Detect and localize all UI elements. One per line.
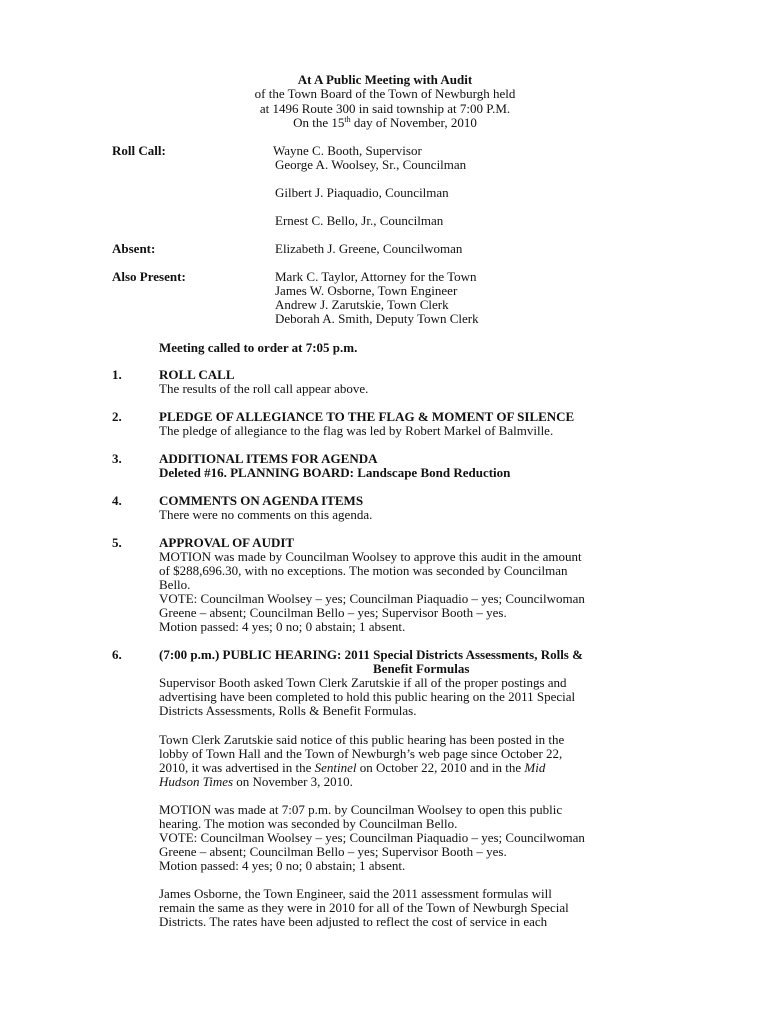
item-text: Supervisor Booth asked Town Clerk Zarutskie if all of the proper postings and [159,675,567,690]
item-text: Districts. The rates have been adjusted to reflect the cost of service in each [159,914,548,929]
item-heading: ADDITIONAL ITEMS FOR AGENDA [159,451,378,466]
item-text: There were no comments on this agenda. [159,507,373,522]
item-number: 1. [112,367,122,382]
item-heading: ROLL CALL [159,367,235,382]
item-text: of $288,696.30, with no exceptions. The motion was seconded by Councilman [159,563,568,578]
item-text: VOTE: Councilman Woolsey – yes; Councilman Piaquadio – yes; Councilwoman [159,591,585,606]
item-number: 4. [112,493,122,508]
also-present-member: Mark C. Taylor, Attorney for the Town [275,269,477,284]
also-present-member: Deborah A. Smith, Deputy Town Clerk [275,311,479,326]
item-text: VOTE: Councilman Woolsey – yes; Councilman Piaquadio – yes; Councilwoman [159,830,585,845]
item-text: Districts Assessments, Rolls & Benefit Formulas. [159,703,417,718]
item-text: Motion passed: 4 yes; 0 no; 0 abstain; 1 absent. [159,858,406,873]
item-heading: (7:00 p.m.) PUBLIC HEARING: 2011 Special Districts Assessments, Rolls & [159,647,583,662]
item-text: remain the same as they were in 2010 for all of the Town of Newburgh Special [159,900,569,915]
roll-call-member: George A. Woolsey, Sr., Councilman [275,157,467,172]
item-text: James Osborne, the Town Engineer, said the 2011 assessment formulas will [159,886,552,901]
item-text: Greene – absent; Councilman Bello – yes; Supervisor Booth – yes. [159,844,507,859]
item-heading: COMMENTS ON AGENDA ITEMS [159,493,364,508]
item-text: Deleted #16. PLANNING BOARD: Landscape Bond Reduction [159,465,511,480]
meeting-date: On the 15th day of November, 2010 [293,115,477,130]
also-present-member: Andrew J. Zarutskie, Town Clerk [275,297,449,312]
also-present-member: James W. Osborne, Town Engineer [275,283,458,298]
roll-call-member: Wayne C. Booth, Supervisor [273,143,422,158]
called-to-order: Meeting called to order at 7:05 p.m. [159,340,358,355]
item-text: Town Clerk Zarutskie said notice of this public hearing has been posted in the [159,732,565,747]
roll-call-member: Ernest C. Bello, Jr., Councilman [275,213,444,228]
header-line: at 1496 Route 300 in said township at 7:00 P.M. [259,101,511,116]
item-text: Motion passed: 4 yes; 0 no; 0 abstain; 1 absent. [159,619,406,634]
item-heading: PLEDGE OF ALLEGIANCE TO THE FLAG & MOMENT OF SILENCE [159,409,575,424]
item-number: 2. [112,409,122,424]
item-text: advertising have been completed to hold this public hearing on the 2011 Special [159,689,576,704]
item-text: MOTION was made by Councilman Woolsey to approve this audit in the amount [159,549,582,564]
item-heading-cont: Benefit Formulas [373,661,470,676]
item-number: 3. [112,451,122,466]
roll-call-member: Gilbert J. Piaquadio, Councilman [275,185,449,200]
absent-label: Absent: [112,241,156,256]
item-text: The results of the roll call appear above. [159,381,369,396]
item-number: 6. [112,647,122,662]
item-text: MOTION was made at 7:07 p.m. by Councilman Woolsey to open this public [159,802,563,817]
item-text: Hudson Times on November 3, 2010. [159,774,353,789]
item-text: lobby of Town Hall and the Town of Newburgh’s web page since October 22, [159,746,563,761]
item-number: 5. [112,535,122,550]
item-text: The pledge of allegiance to the flag was led by Robert Markel of Balmville. [159,423,554,438]
item-text: 2010, it was advertised in the Sentinel on October 22, 2010 and in the Mid [159,760,546,775]
item-text: hearing. The motion was seconded by Councilman Bello. [159,816,458,831]
header-line: of the Town Board of the Town of Newburgh held [254,86,516,101]
item-text: Bello. [159,577,191,592]
item-text: Greene – absent; Councilman Bello – yes; Supervisor Booth – yes. [159,605,507,620]
item-heading: APPROVAL OF AUDIT [159,535,295,550]
also-present-label: Also Present: [112,269,186,284]
page-title: At A Public Meeting with Audit [297,72,473,87]
absent-member: Elizabeth J. Greene, Councilwoman [275,241,463,256]
roll-call-label: Roll Call: [112,143,166,158]
